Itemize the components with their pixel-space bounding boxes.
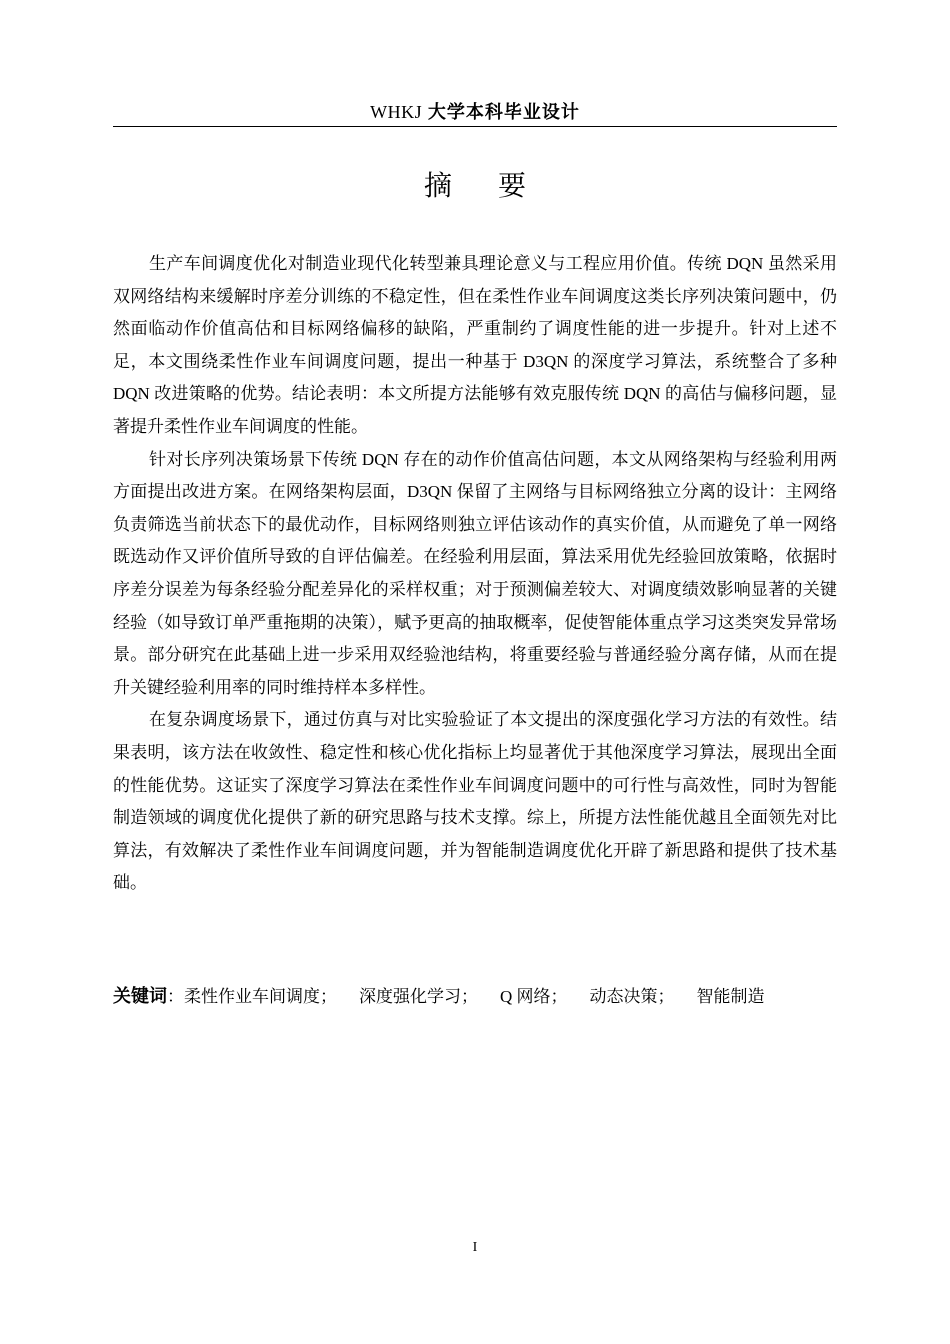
keywords-separator: ： [167, 987, 184, 1006]
abstract-paragraph-2: 针对长序列决策场景下传统 DQN 存在的动作价值高估问题，本文从网络架构与经验利用两方面提出改进方案。在网络架构层面，D3QN 保留了主网络与目标网络独立分离的设计：主网络负责筛选当前状态下的最优动作，目标网络则独立评估该动作的真实价值，从而避免了单一网络既选动作又评价值所导致的自评估偏差。在经验利用层面，算法采用优先经验回放策略，依据时序差分误差为每条经验分配差异化的采样权重；对于预测偏差较大、对调度绩效影响显著的关键经验（如导致订单严重拖期的决策），赋予更高的抽取概率，促使智能体重点学习这类突发异常场景。部分研究在此基础上进一步采用双经验池结构，将重要经验与普通经验分离存储，从而在提升关键经验利用率的同时维持样本多样性。 [113, 449, 837, 697]
abstract-title: 摘要 [423, 169, 572, 202]
keyword-item: Q 网络； [500, 987, 568, 1006]
keywords-line [113, 982, 837, 1012]
keyword-item: 深度强化学习； [359, 987, 478, 1006]
keywords-label: 关键词 [113, 986, 167, 1007]
keyword-item: 智能制造 [696, 987, 765, 1006]
page-header [113, 98, 837, 127]
header-latin-text: WHKJ [370, 102, 423, 122]
abstract-body [113, 248, 837, 900]
abstract-paragraph-3: 在复杂调度场景下，通过仿真与对比实验验证了本文提出的深度强化学习方法的有效性。结果表明，该方法在收敛性、稳定性和核心优化指标上均显著优于其他深度学习算法，展现出全面的性能优势。这证实了深度学习算法在柔性作业车间调度问题中的可行性与高效性，同时为智能制造领域的调度优化提供了新的研究思路与技术支撑。综上，所提方法性能优越且全面领先对比算法，有效解决了柔性作业车间调度问题，并为智能制造调度优化开辟了新思路和提供了技术基础。 [113, 710, 837, 893]
keyword-item: 柔性作业车间调度； [184, 987, 337, 1006]
header-cjk-text: 大学本科毕业设计 [427, 102, 580, 123]
page-number: I [472, 1240, 478, 1255]
keyword-item: 动态决策； [589, 987, 675, 1006]
abstract-paragraph-1: 生产车间调度优化对制造业现代化转型兼具理论意义与工程应用价值。传统 DQN 虽然采用双网络结构来缓解时序差分训练的不稳定性，但在柔性作业车间调度这类长序列决策问题中，仍然面临动作价值高估和目标网络偏移的缺陷，严重制约了调度性能的进一步提升。针对上述不足，本文围绕柔性作业车间调度问题，提出一种基于 D3QN 的深度学习算法，系统整合了多种 DQN 改进策略的优势。结论表明：本文所提方法能够有效克服传统 DQN 的高估与偏移问题，显著提升柔性作业车间调度的性能。 [113, 254, 837, 436]
